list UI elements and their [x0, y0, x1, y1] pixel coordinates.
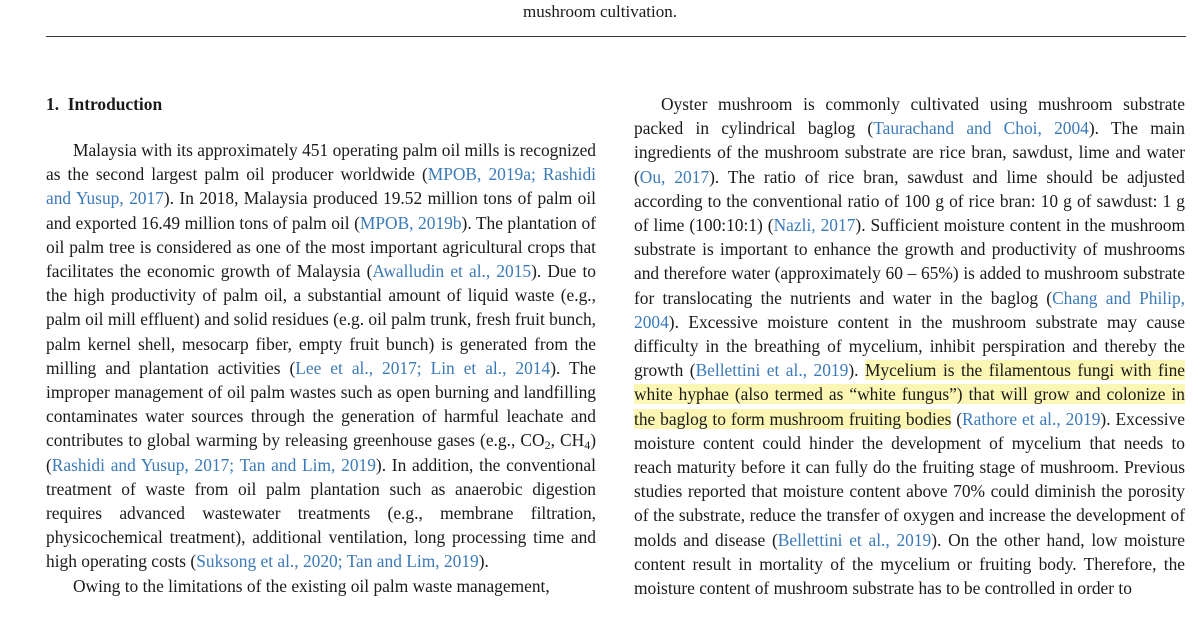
text-run: ). On the other hand, low moisture content result in mortality of the mycelium or fruiting body. Therefore, the moisture content of mushroom substrate has to be controlled in order to	[634, 529, 1185, 599]
section-divider	[46, 36, 1186, 37]
citation-link[interactable]: Bellettini et al., 2019	[777, 529, 932, 550]
text-run: (	[951, 408, 963, 429]
text-run: ). Excessive moisture content in the mushroom substrate may cause difficulty in the breathing of mycelium, inhibit perspiration and thereby the growth (	[634, 311, 1185, 381]
section-title: Introduction	[67, 94, 163, 114]
preceding-text-fragment: mushroom cultivation.	[523, 2, 677, 21]
left-column	[46, 92, 596, 598]
text-run: ).	[478, 551, 489, 572]
text-run: ). The improper management of oil palm wastes such as open burning and landfilling contaminates water sources through the generation of harmful leachate and contributes to global warming by releasing greenhouse gases (e.g., CO	[46, 357, 597, 451]
text-run: ). In addition, the conventional treatment of waste from oil palm plantation such as anaerobic digestion requires advanced wastewater treatments (e.g., membrane filtration, physicochemical treatment), additional ventilation, long processing time and high operating costs (	[46, 454, 596, 572]
citation-link[interactable]: Awalludin et al., 2015	[372, 261, 532, 282]
citation-link[interactable]: Ou, 2017	[639, 166, 710, 187]
right-column	[634, 92, 1185, 600]
citation-link[interactable]: Suksong et al., 2020; Tan and Lim, 2019	[196, 551, 479, 572]
section-number: 1.	[46, 94, 60, 114]
text-run: ). Excessive moisture content could hinder the development of mycelium that needs to reach maturity before it can fully do the fruiting stage of mushroom. Previous studies reported that moisture content above 70% could diminish the porosity of the substrate, reduce the transfer of oxygen and increase the development of molds and disease (	[634, 408, 1185, 550]
subscript: 4	[584, 438, 591, 453]
text-run: ). The plantation of oil palm tree is considered as one of the most important agricultural crops that facilitates the economic growth of Malaysia (	[46, 212, 596, 282]
text-run: ). Sufficient moisture content in the mushroom substrate is important to enhance the growth and productivity of mushrooms and therefore water (approximately 60 – 65%) is added to mushroom substrate for translocating the nutrients and water in the baglog (	[634, 215, 1186, 308]
text-run: Owing to the limitations of the existing oil palm waste management,	[73, 575, 550, 596]
paragraph-malaysia-palm-oil	[46, 138, 596, 574]
citation-link[interactable]: Lee et al., 2017; Lin et al., 2014	[295, 357, 551, 378]
highlighted-sentence: Mycelium is the filamentous fungi with fine white hyphae (also termed as “white fungus”) that will grow and colonize in the baglog to form mushroom fruiting bodies	[634, 360, 1185, 429]
citation-link[interactable]: Rathore et al., 2019	[962, 408, 1101, 429]
citation-link[interactable]: Nazli, 2017	[773, 215, 856, 236]
text-run: ). The ratio of rice bran, sawdust and lime should be adjusted according to the conventional ratio of 100 g of rice bran: 10 g of sawdust: 1 g of lime (100:10:1) (	[634, 166, 1185, 236]
citation-link[interactable]: Bellettini et al., 2019	[695, 360, 849, 381]
text-run: Oyster mushroom is commonly cultivated using mushroom substrate packed in cylindrical baglog (	[634, 94, 1185, 139]
text-run: Malaysia with its approximately 451 operating palm oil mills is recognized as the second largest palm oil producer worldwide (	[46, 140, 596, 185]
citation-link[interactable]: Chang and Philip, 2004	[634, 287, 1185, 332]
citation-link[interactable]: Taurachand and Choi, 2004	[873, 118, 1089, 139]
text-run: ). The main ingredients of the mushroom substrate are rice bran, sawdust, lime and water (	[634, 118, 1185, 187]
citation-link[interactable]: Rashidi and Yusup, 2017; Tan and Lim, 2019	[51, 454, 376, 475]
subscript: 2	[544, 438, 551, 453]
text-run: ). Due to the high productivity of palm oil, a substantial amount of liquid waste (e.g., palm oil mill effluent) and solid residues (e.g. oil palm trunk, fresh fruit bunch, palm kernel shell, mesocarp fiber, empty fruit bunch) is generated from the milling and plantation activities (	[46, 261, 596, 378]
citation-link[interactable]: MPOB, 2019b	[359, 212, 462, 233]
text-run: ).	[848, 360, 865, 381]
paragraph-oyster-mushroom	[634, 92, 1185, 600]
section-heading	[46, 92, 596, 116]
text-run: , CH	[550, 430, 585, 451]
paragraph-waste-management	[46, 574, 596, 598]
text-run: ). In 2018, Malaysia produced 19.52 million tons of palm oil and exported 16.49 million tons of palm oil (	[46, 188, 596, 233]
citation-link[interactable]: MPOB, 2019a; Rashidi and Yusup, 2017	[46, 164, 596, 209]
text-run: ) (	[46, 430, 596, 475]
